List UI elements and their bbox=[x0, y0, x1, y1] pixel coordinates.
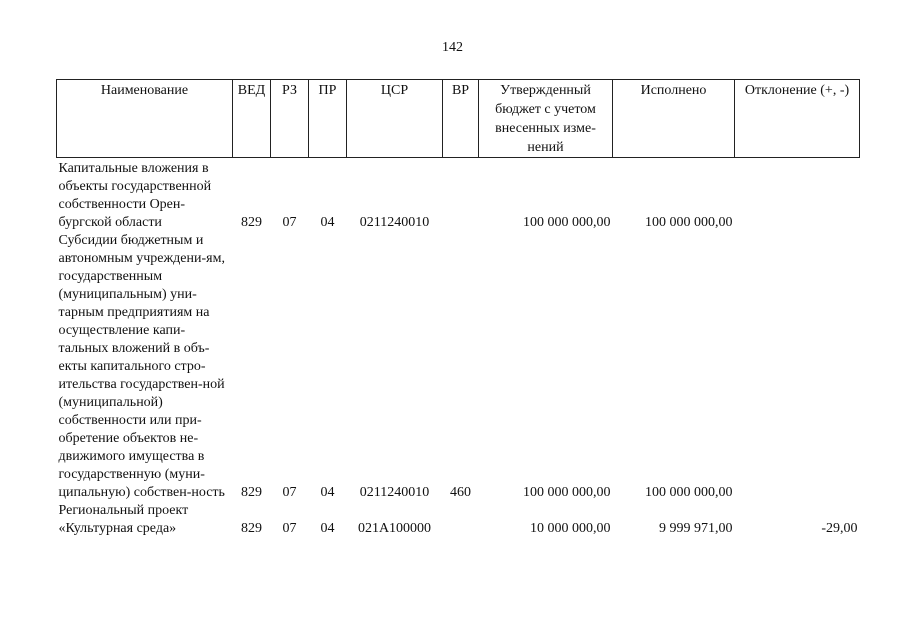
header-deviation: Отклонение (+, -) bbox=[735, 80, 860, 158]
cell-vr bbox=[443, 502, 479, 538]
cell-pr: 04 bbox=[320, 521, 335, 536]
cell-approved: 10 000 000,00 bbox=[530, 521, 611, 536]
cell-approved: 100 000 000,00 bbox=[523, 215, 611, 230]
header-name: Наименование bbox=[57, 80, 233, 158]
cell-pr: 04 bbox=[320, 215, 335, 230]
table-row bbox=[57, 158, 860, 233]
cell-rz: 07 bbox=[282, 215, 297, 230]
table-row bbox=[57, 502, 860, 538]
header-executed: Исполнено bbox=[613, 80, 735, 158]
header-pr: ПР bbox=[309, 80, 347, 158]
header-vr: ВР bbox=[443, 80, 479, 158]
cell-ved: 829 bbox=[241, 485, 262, 500]
cell-csr: 0211240010 bbox=[359, 485, 430, 500]
header-approved: Утвержденный бюджет с учетом внесенных изме-нений bbox=[479, 80, 613, 158]
cell-rz: 07 bbox=[282, 485, 297, 500]
cell-deviation bbox=[735, 158, 860, 233]
cell-deviation: -29,00 bbox=[821, 521, 858, 536]
cell-rz: 07 bbox=[282, 521, 297, 536]
budget-table bbox=[56, 79, 860, 538]
cell-csr: 021A100000 bbox=[357, 521, 432, 536]
cell-executed: 100 000 000,00 bbox=[645, 485, 733, 500]
page-number: 142 bbox=[442, 40, 463, 55]
cell-vr: 460 bbox=[450, 485, 471, 500]
table-row bbox=[57, 232, 860, 502]
cell-vr bbox=[443, 158, 479, 233]
header-ved: ВЕД bbox=[233, 80, 271, 158]
table-header-row bbox=[57, 80, 860, 158]
cell-name: Капитальные вложения в объекты государственной собственности Орен-бургской области bbox=[58, 161, 212, 230]
cell-deviation bbox=[735, 232, 860, 502]
cell-executed: 100 000 000,00 bbox=[645, 215, 733, 230]
cell-csr: 0211240010 bbox=[359, 215, 430, 230]
cell-name: Субсидии бюджетным и автономным учреждени-ям, государственным (муниципальным) уни-тарным предприятиям на осуществление капи-тальных вложений в объ-екты капитального стро-ительства государствен-ной (муниципальной) собственности или при-обретение объектов не-движимого имущества в государственную (муни-ципальную) собствен-ность bbox=[58, 233, 225, 500]
header-csr: ЦСР bbox=[347, 80, 443, 158]
cell-ved: 829 bbox=[241, 215, 262, 230]
cell-executed: 9 999 971,00 bbox=[659, 521, 733, 536]
header-rz: РЗ bbox=[271, 80, 309, 158]
cell-approved: 100 000 000,00 bbox=[523, 485, 611, 500]
cell-ved: 829 bbox=[241, 521, 262, 536]
cell-pr: 04 bbox=[320, 485, 335, 500]
cell-name: Региональный проект «Культурная среда» bbox=[58, 503, 189, 536]
